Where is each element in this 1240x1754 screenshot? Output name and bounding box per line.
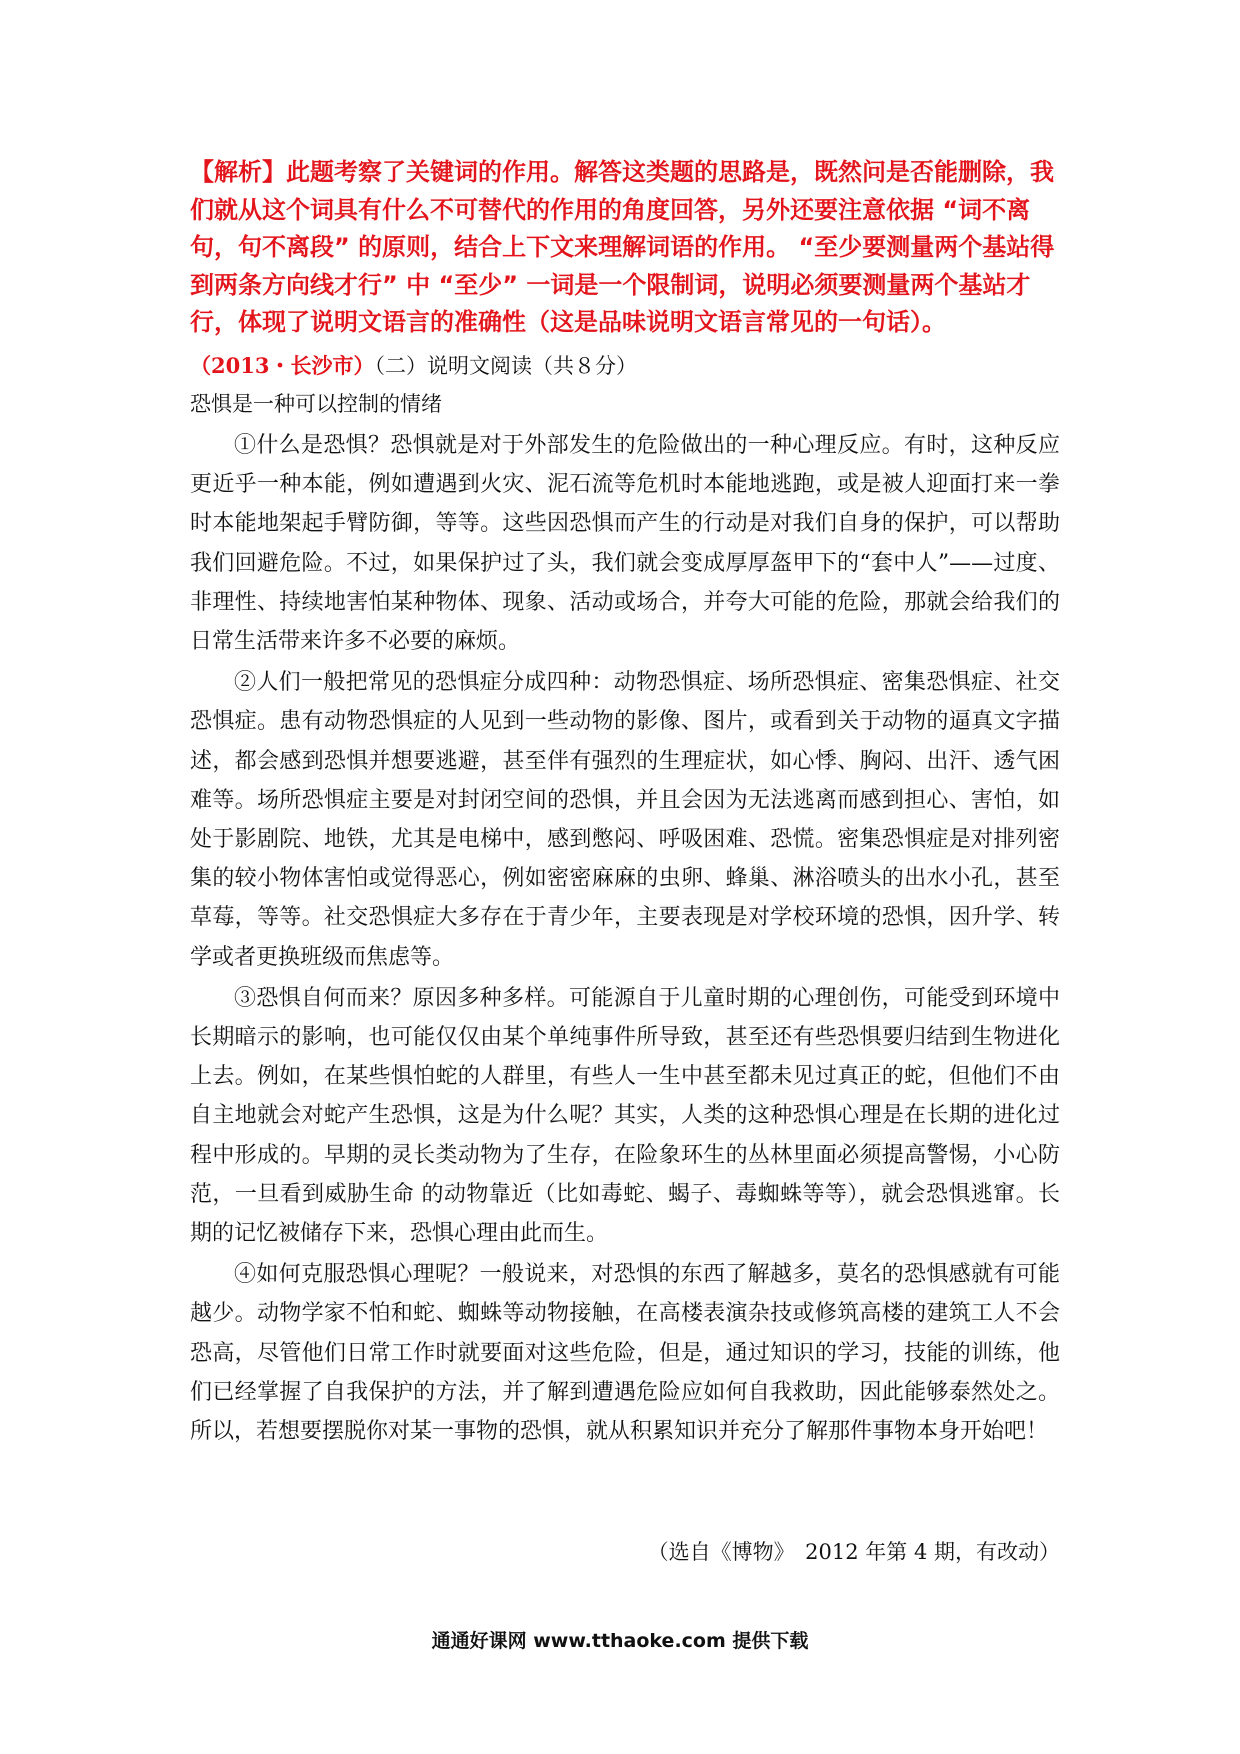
paragraph-1: ①什么是恐惧？恐惧就是对于外部发生的危险做出的一种心理反应。有时，这种反应更近乎一种本能，例如遭遇到火灾、泥石流等危机时本能地逃跑，或是被人迎面打来一拳时本能地架起手臂防御，等等。这些因恐惧而产生的行动是对我们自身的保护，可以帮助我们回避危险。不过，如果保护过了头，我们就会变成厚厚盔甲下的“套中人”——过度、非理性、持续地害怕某种物体、现象、活动或场合，并夸大可能的危险，那就会给我们的日常生活带来许多不必要的麻烦。 [190,433,1060,655]
paragraph-2: ②人们一般把常见的恐惧症分成四种：动物恐惧症、场所恐惧症、密集恐惧症、社交恐惧症。患有动物恐惧症的人见到一些动物的影像、图片，或看到关于动物的逼真文字描述，都会感到恐惧并想要逃避，甚至伴有强烈的生理症状，如心悸、胸闷、出汗、透气困难等。场所恐惧症主要是对封闭空间的恐惧，并且会因为无法逃离而感到担心、害怕，如处于影剧院、地铁，尤其是电梯中，感到憋闷、呼吸困难、恐慌。密集恐惧症是对排列密集的较小物体害怕或觉得恶心，例如密密麻麻的虫卵、蜂巢、淋浴喷头的出水小孔，甚至草莓，等等。社交恐惧症大多存在于青少年，主要表现是对学校环境的恐惧，因升学、转学或者更换班级而焦虑等。 [190,670,1060,970]
exam-source: （2013・长沙市） [190,353,375,378]
analysis-paragraph [190,154,1060,342]
section-heading [190,352,1060,380]
paragraph-4: ④如何克服恐惧心理呢？一般说来，对恐惧的东西了解越多，莫名的恐惧感就有可能越少。动物学家不怕和蛇、蜘蛛等动物接触，在高楼表演杂技或修筑高楼的建筑工人不会恐高，尽管他们日常工作时就要面对这些危险，但是，通过知识的学习，技能的训练，他们已经掌握了自我保护的方法，并了解到遭遇危险应如何自我救助，因此能够泰然处之。所以，若想要摆脱你对某一事物的恐惧，就从积累知识并充分了解那件事物本身开始吧！ [190,1262,1060,1445]
analysis-text: 此题考察了关键词的作用。解答这类题的思路是，既然问是否能删除，我们就从这个词具有什么不可替代的作用的角度回答，另外还要注意依据 “词不离句，句不离段” 的原则，结合上下文来理解词语的作用。 “至少要测量两个基站得到两条方向线才行” 中 “至少” 一词是一个限制词，说明必须要测量两个基站才行，体现了说明文语言的准确性（这是品味说明文语言常见的一句话）。 [190,158,1055,336]
article-title: 恐惧是一种可以控制的情绪 [190,392,442,416]
source-citation: （选自《博物》 2012 年第 4 期，有改动） [647,1540,1060,1564]
article-body [190,426,1060,1453]
paragraph-3: ③恐惧自何而来？原因多种多样。可能源自于儿童时期的心理创伤，可能受到环境中长期暗示的影响，也可能仅仅由某个单纯事件所导致，甚至还有些恐惧要归结到生物进化上去。例如，在某些惧怕蛇的人群里，有些人一生中甚至都未见过真正的蛇，但他们不由自主地就会对蛇产生恐惧，这是为什么呢？其实，人类的这种恐惧心理是在长期的进化过程中形成的。早期的灵长类动物为了生存，在险象环生的丛林里面必须提高警惕，小心防范，一旦看到威胁生命 的动物靠近（比如毒蛇、蝎子、毒蜘蛛等等），就会恐惧逃窜。长期的记忆被储存下来，恐惧心理由此而生。 [190,985,1060,1247]
analysis-tag: 【解析】 [190,158,286,186]
section-title: （二）说明文阅读（共８分） [374,354,637,378]
footer-credit: 通通好课网 www.tthaoke.com 提供下载 [431,1630,809,1652]
